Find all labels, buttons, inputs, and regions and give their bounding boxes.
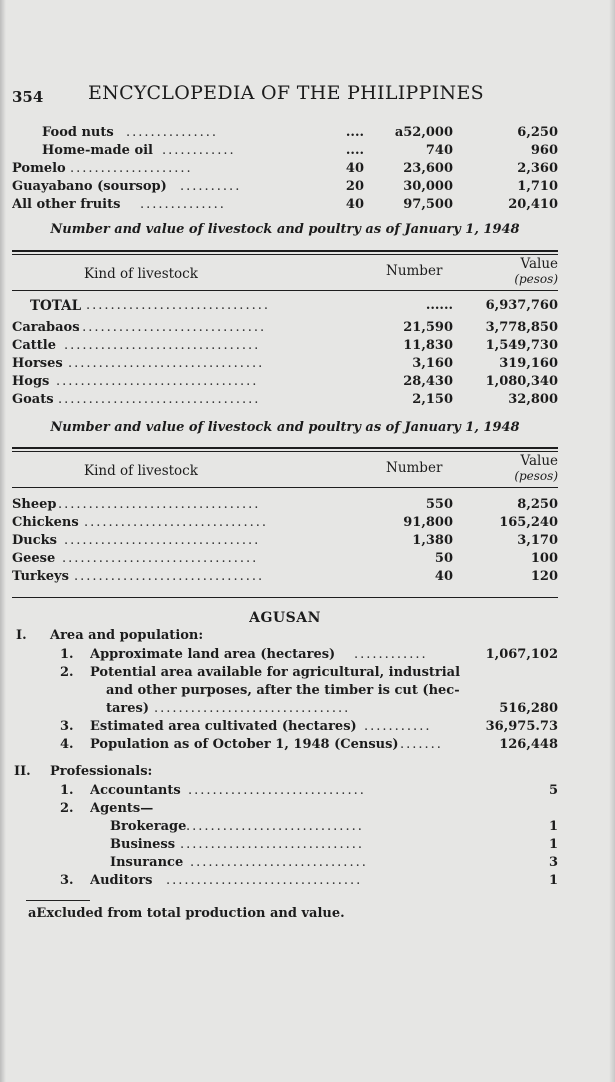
page-right-shadow: [609, 0, 615, 1082]
column-header-kind: Kind of livestock: [84, 266, 198, 282]
list-item: 4. Population as of October 1, 1948 (Census) ....... 126,448: [60, 737, 558, 752]
table-row: Ducks ................................ 1,380 3,170: [12, 533, 558, 548]
column-header-number: Number: [386, 263, 443, 279]
list-item: Business .............................. 1: [110, 837, 558, 852]
page-number: 354: [12, 88, 44, 106]
table-row: All other fruits .............. 40 97,500 20,410: [12, 197, 558, 212]
table-row-total: TOTAL .............................. ...... 6,937,760: [30, 298, 558, 314]
table-row: Guayabano (soursop) .......... 20 30,000 1,710: [12, 179, 558, 194]
column-header-number: Number: [386, 460, 443, 476]
page-left-shadow: [0, 0, 6, 1082]
running-header: [12, 78, 575, 112]
table-row: Home-made oil ............ .... 740 960: [42, 143, 558, 158]
section-title: Professionals:: [50, 764, 153, 779]
table-bottom-rule: [12, 597, 558, 598]
table-row: Cattle ................................ 11,830 1,549,730: [12, 338, 558, 353]
list-item: 1. Accountants ............................. 5: [60, 783, 558, 798]
column-header-value: Value (pesos): [514, 453, 558, 483]
table-row: Horses ................................ 3,160 319,160: [12, 356, 558, 371]
list-item: 2. Potential area available for agricultural, industrial: [60, 665, 461, 680]
table-header-rule: [12, 290, 558, 291]
footnote-rule: [26, 900, 90, 901]
list-item: 3. Auditors ................................ 1: [60, 873, 558, 888]
table-row: Sheep ................................. 550 8,250: [12, 497, 558, 512]
table-row: Hogs ................................. 28,430 1,080,340: [12, 374, 558, 389]
running-title: ENCYCLOPEDIA OF THE PHILIPPINES: [88, 82, 484, 104]
footnote: aExcluded from total production and value.: [28, 906, 345, 921]
list-item: Insurance ............................. 3: [110, 855, 558, 870]
table-caption: Number and value of livestock and poultry as of January 1, 1948: [50, 420, 520, 435]
list-item: 1. Approximate land area (hectares) ............ 1,067,102: [60, 647, 558, 662]
book-page: 354 ENCYCLOPEDIA OF THE PHILIPPINES Food nuts ............... .... a52,000 6,250 Home-made oil ............ .... 740 960 Pomelo .................... 40 23,600 2,360 Guayabano (soursop) .......... 20 30,000 1,710 All other fruits .............. 40 97,500 20,410 Number and value of livestock and poultry as of January 1, 1948 Kind of livestock Number Value (pesos) TOTAL .............................. ...... 6,937,760 Carabaos ............................... 21,590 3,778,850 Cattle ................................ 11,830 1,549,730 Horses ................................ 3,160 319,160 Hogs ................................. 28,430 1,080,340 Goats ................................. 2,150 32,800 Number and value of livestock and poultry as of January 1, 1948 Kind of livestock Number Value (pesos) Sheep ................................. 550 8,250 Chickens .............................. 91,800 165,240 Ducks ................................ 1,380 3,170 Geese ................................ 50 100 Turkeys ............................... 40 120 AGUSAN I. Area and population: 1. Approximate land area (hectares) ............ 1,067,102 2. Potential area available for agricultural, industrial and other purposes, after the timber is cut (hec- tares) ................................ 516,280 3. Estimated area cultivated (hectares) ........... 36,975.73 4. Population as of October 1, 1948 (Census) ....... 126,448 II. Professionals: 1. Accountants ............................. 5 2. Agents— Brokerage ............................. 1 Business .............................. 1 Insurance ............................. 3 3. Auditors ................................ 1 aExcluded from total production and value.: [0, 0, 615, 1082]
table-top-rule: [12, 447, 558, 449]
column-header-value: Value (pesos): [514, 256, 558, 286]
column-header-kind: Kind of livestock: [84, 463, 198, 479]
section-title: Area and population:: [50, 628, 204, 643]
table-row: Pomelo .................... 40 23,600 2,360: [12, 161, 558, 176]
list-item: 3. Estimated area cultivated (hectares) ........... 36,975.73: [60, 719, 558, 734]
table-header-rule: [12, 487, 558, 488]
table-row: Carabaos ............................... 21,590 3,778,850: [12, 320, 558, 335]
table-row: Geese ................................ 50 100: [12, 551, 558, 566]
table-row: Food nuts ............... .... a52,000 6,250: [42, 125, 558, 140]
table-top-rule: [12, 250, 558, 252]
list-item: 2. Agents—: [60, 801, 154, 816]
table-row: Chickens .............................. 91,800 165,240: [12, 515, 558, 530]
list-item: Brokerage ............................. 1: [110, 819, 558, 834]
table-row: Turkeys ............................... 40 120: [12, 569, 558, 584]
section-heading: AGUSAN: [249, 610, 321, 626]
table-caption: Number and value of livestock and poultry as of January 1, 1948: [50, 222, 520, 237]
table-row: Goats ................................. 2,150 32,800: [12, 392, 558, 407]
